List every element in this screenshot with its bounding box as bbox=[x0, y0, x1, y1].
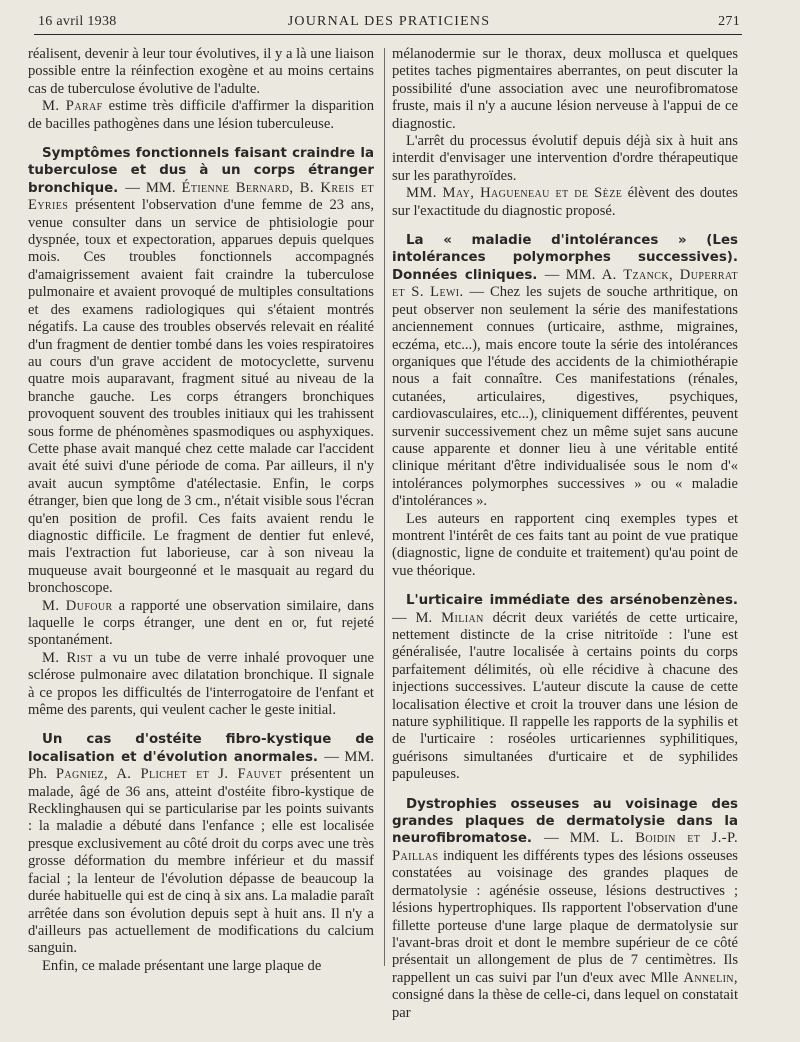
author-names: Milian bbox=[441, 609, 484, 626]
page-number: 271 bbox=[718, 14, 740, 29]
section-body: présentent un malade, âgé de 36 ans, atteint d'ostéite fibro-kystique de Recklinghausen qui se particularise par les points suivants : la maladie a débuté dans l'enfance ; elle est localisée presque exclusivement au côté droit du corps avec une très grosse déformation du membre inférieur et du massif facial ; la lenteur de l'évolution dépasse de beaucoup la durée habituelle qui est de cinq à six ans. La maladie paraît arrêtée dans son évolution depuis sept à huit ans. Il n'y a d'ailleurs pas actuellement de modifications du calcium sanguin. bbox=[28, 766, 374, 957]
paragraph: mélanodermie sur le thorax, deux mollusca et quelques petites taches pigmentaires aberrantes, on peut discuter la possibilité d'une association avec une neurofibromatose fruste, mais il n'y a aucune lésion nerveuse à l'appui de ce diagnostic. bbox=[392, 46, 738, 132]
paragraph: Les auteurs en rapportent cinq exemples types et montrent l'intérêt de ces faits tant au point de vue pratique (diagnostic, ligne de conduite et traitement) qu'au point de vue théorique. bbox=[392, 510, 738, 579]
paragraph: M. Dufour a rapporté une observation similaire, dans laquelle le corps étranger, une dent en or, fut rejeté spontanément. bbox=[28, 597, 374, 649]
section-title: La « maladie d'intolérances » (Les intolérances polymorphes successives). Données cliniques. bbox=[392, 233, 738, 283]
section-body: décrit deux variétés de cette urticaire, nettement distincte de la crise nitritoïde : l'une est généralisée, l'autre localisée à certains points du corps parfaitement délimités, où elle récidive à chacune des injections successives. L'auteur discute la cause de cette localisation élective et croit la trouver dans une lésion de nature syphilitique. Il rappelle les rapports de la syphilis et de l'urticaire : roséoles urticariennes syphilitiques, guérisons simultanées d'urticaire et de syphilides papuleuses. bbox=[392, 609, 738, 783]
author-names: MM. May, Hagueneau et de Sèze bbox=[406, 185, 623, 202]
section-title: Symptômes fonctionnels faisant craindre la tuberculose et dus à un corps étranger bronchique. bbox=[28, 146, 374, 196]
author-names: Pagniez, A. Plichet et J. Fauvet bbox=[55, 766, 282, 783]
author-names: Étienne Bernard, B. Kreis et Eyries bbox=[28, 179, 374, 214]
paragraph: L'arrêt du processus évolutif depuis déjà six à huit ans interdit d'envisager une intervention d'ordre thérapeutique sur les parathyroïdes. bbox=[392, 133, 738, 184]
issue-date: 16 avril 1938 bbox=[38, 14, 117, 29]
paragraph: MM. May, Hagueneau et de Sèze élèvent des doutes sur l'exactitude du diagnostic proposé. bbox=[392, 185, 738, 219]
section-body: — Chez les sujets de souche arthritique, on peut observer non seulement la série des manifestations anciennement connues (urticaire, asthme, migraines, eczéma, etc...), mais encore toute la série des intolérances organiques que l'étude des accidents de la chimiothérapie nous a fait connaître. Ces manifestations (rénales, cutanées, articulaires, digestives, psychiques, cardiovasculaires, etc...), cliniquement différentes, peuvent survenir successivement chez un même sujet sans aucune cause apparente et donner lieu à une véritable entité clinique méritant d'être individualisée sous le nom d'« intolérances polymorphes successives » ou « maladie d'intolérances ». bbox=[392, 284, 738, 510]
right-column bbox=[392, 46, 738, 1022]
paragraph: Enfin, ce malade présentant une large plaque de bbox=[42, 957, 322, 974]
section-body: présentent l'observation d'une femme de 23 ans, venue consulter dans un service de phtisiologie pour dyspnée, toux et expectoration, apparues depuis quelques mois. Ces troubles fonctionnels accompagnés d'amaigrissement avaient fait craindre la tuberculose pulmonaire et avaient provoqué de multiples consultations et des examens radiologiques qui s'étaient montrés négatifs. La cause des troubles observés relevait en réalité d'un fragment de dentier tombé dans les voies respiratoires au cours d'un grave accident de motocyclette, survenu quatre mois auparavant, fragment situé au niveau de la branche gauche. Les corps étrangers bronchiques provoquent souvent des troubles initiaux qui les trahissent sous forme de phénomènes spasmodiques ou asphyxiques. Cette phase avait manqué chez cette malade car l'accident avait été suivi d'une période de coma. Par ailleurs, il n'y avait aucun symptôme d'atélectasie. Enfin, le corps étranger, bien que long de 3 cm., n'était visible sous l'écran qu'en position de profil. Ces faits avaient rendu le diagnostic difficile. Le fragment de dentier fut enlevé, mais l'extraction fut laborieuse, car à son niveau la muqueuse avait bourgeonné et le masquait au regard du bronchoscope. bbox=[28, 197, 374, 597]
section-heading: Un cas d'ostéite fibro-kystique de localisation et d'évolution anormales. — MM. Ph. Pagniez, A. Plichet et J. Fauvet présentent un malade, âgé de 36 ans, atteint d'ostéite fibro-kystique de Recklinghausen qui se particularise par les points suivants : la maladie a débuté dans l'enfance ; elle est localisée presque exclusivement au côté droit du corps avec une très grosse déformation du membre inférieur et du massif facial ; la lenteur de l'évolution dépasse de beaucoup la durée habituelle qui est de cinq à six ans. La maladie paraît arrêtée dans son évolution depuis sept à huit ans. Il n'y a d'ailleurs pas actuellement de modifications du calcium sanguin. bbox=[28, 732, 374, 957]
section-body: indiquent les différents types des lésions osseuses constatées au voisinage des grandes plaques de dermatolysie : agénésie osseuse, lésions destructives ; lésions hypertrophiques. Ils rapportent l'observation d'une fillette porteuse d'une large plaque de dermatolysie sur l'avant-bras droit et dont le membre supérieur de ce côté présentait un allongement de plus de 7 centimètres. Ils rappellent un cas suivi par l'un d'eux avec Mlle bbox=[392, 847, 738, 986]
paragraph: M. Rist a vu un tube de verre inhalé provoquer une sclérose pulmonaire avec dilatation bronchique. Il signale à ce propos les difficultés de l'interrogatoire de l'enfant et même des parents, qui veulent cacher le geste initial. bbox=[28, 649, 375, 719]
author-names: A. Tzanck, Duperrat et S. Lewi. bbox=[392, 266, 738, 301]
author-name: M. Paraf bbox=[42, 98, 103, 115]
journal-title: JOURNAL DES PRATICIENS bbox=[287, 14, 491, 29]
page-header bbox=[38, 14, 740, 36]
section-title: L'urticaire immédiate des arsénobenzènes. bbox=[406, 593, 738, 609]
author-name: M. Rist bbox=[42, 649, 93, 666]
section-heading: L'urticaire immédiate des arsénobenzènes. — M. Milian décrit deux variétés de cette urticaire, nettement distincte de la crise nitritoïde : l'une est généralisée, l'autre localisée à certains points du corps parfaitement délimités, où elle récidive à chacune des injections successives. L'auteur discute la cause de cette localisation élective et croit la trouver dans une lésion de nature syphilitique. Il rappelle les rapports de la syphilis et de l'urticaire : roséoles urticariennes syphilitiques, guérisons simultanées d'urticaire et de syphilides papuleuses. bbox=[392, 593, 738, 783]
section-heading: La « maladie d'intolérances » (Les intolérances polymorphes successives). Données cliniques. — MM. A. Tzanck, Duperrat et S. Lewi. — Chez les sujets de souche arthritique, on peut observer non seulement la série des manifestations anciennement connues (urticaire, asthme, migraines, eczéma, etc...), mais encore toute la série des intolérances organiques que l'étude des accidents de la chimiothérapie nous a fait connaître. Ces manifestations (rénales, cutanées, articulaires, digestives, psychiques, cardiovasculaires, etc...), cliniquement différentes, peuvent survenir successivement chez un même sujet sans aucune cause apparente et donner lieu à une véritable entité clinique méritant d'être individualisée sous le nom d'« intolérances polymorphes successives » ou « maladie d'intolérances ». bbox=[392, 233, 738, 510]
section-title: Un cas d'ostéite fibro-kystique de localisation et d'évolution anormales. bbox=[28, 732, 374, 765]
column-divider bbox=[384, 48, 385, 966]
paragraph: réalisent, devenir à leur tour évolutives, il y a là une liaison possible entre la réinfection exogène et au moins certains cas de tuberculose évolutive de l'adulte. bbox=[28, 46, 374, 97]
author-names: L. Boidin et J.-P. Paillas bbox=[392, 830, 739, 864]
left-column bbox=[28, 46, 374, 975]
section-heading: Dystrophies osseuses au voisinage des grandes plaques de dermatolysie dans la neurofibromatose. — MM. L. Boidin et J.-P. Paillas indiquent les différents types des lésions osseuses constatées au voisinage des grandes plaques de dermatolysie : agénésie osseuse, lésions destructives ; lésions hypertrophiques. Ils rapportent l'observation d'une fillette porteuse d'une large plaque de dermatolysie sur l'avant-bras droit et dont le membre supérieur de ce côté présentait un allongement de plus de 7 centimètres. Ils rappellent un cas suivi par l'un d'eux avec Mlle Annelin, consigné dans la thèse de celle-ci, dans lequel on constatait par bbox=[392, 796, 739, 1021]
section-title: Dystrophies osseuses au voisinage des grandes plaques de dermatolysie dans la neurofibromatose. bbox=[392, 796, 738, 847]
author-name: Annelin, bbox=[683, 969, 738, 986]
author-name: M. Dufour bbox=[42, 597, 113, 614]
paragraph: M. Paraf estime très difficile d'affirmer la disparition de bacilles pathogènes dans une lésion tuberculeuse. bbox=[28, 98, 374, 132]
header-rule bbox=[34, 34, 742, 35]
section-heading: Symptômes fonctionnels faisant craindre la tuberculose et dus à un corps étranger bronchique. — MM. Étienne Bernard, B. Kreis et Eyries présentent l'observation d'une femme de 23 ans, venue consulter dans un service de phtisiologie pour dyspnée, toux et expectoration, apparues depuis quelques mois. Ces troubles fonctionnels accompagnés d'amaigrissement avaient fait craindre la tuberculose pulmonaire et avaient provoqué de multiples consultations et des examens radiologiques qui s'étaient montrés négatifs. La cause des troubles observés relevait en réalité d'un fragment de dentier tombé dans les voies respiratoires au cours d'un grave accident de motocyclette, survenu quatre mois auparavant, fragment situé au niveau de la branche gauche. Les corps étrangers bronchiques provoquent souvent des troubles initiaux qui les trahissent sous forme de phénomènes spasmodiques ou asphyxiques. Cette phase avait manqué chez cette malade car l'accident avait été suivi d'une période de coma. Par ailleurs, il n'y avait aucun symptôme d'atélectasie. Enfin, le corps étranger, bien que long de 3 cm., n'était visible sous l'écran qu'en position de profil. Ces faits avaient rendu le diagnostic difficile. Le fragment de dentier fut enlevé, mais l'extraction fut laborieuse, car à son niveau la muqueuse avait bourgeonné et le masquait au regard du bronchoscope. bbox=[28, 146, 374, 597]
